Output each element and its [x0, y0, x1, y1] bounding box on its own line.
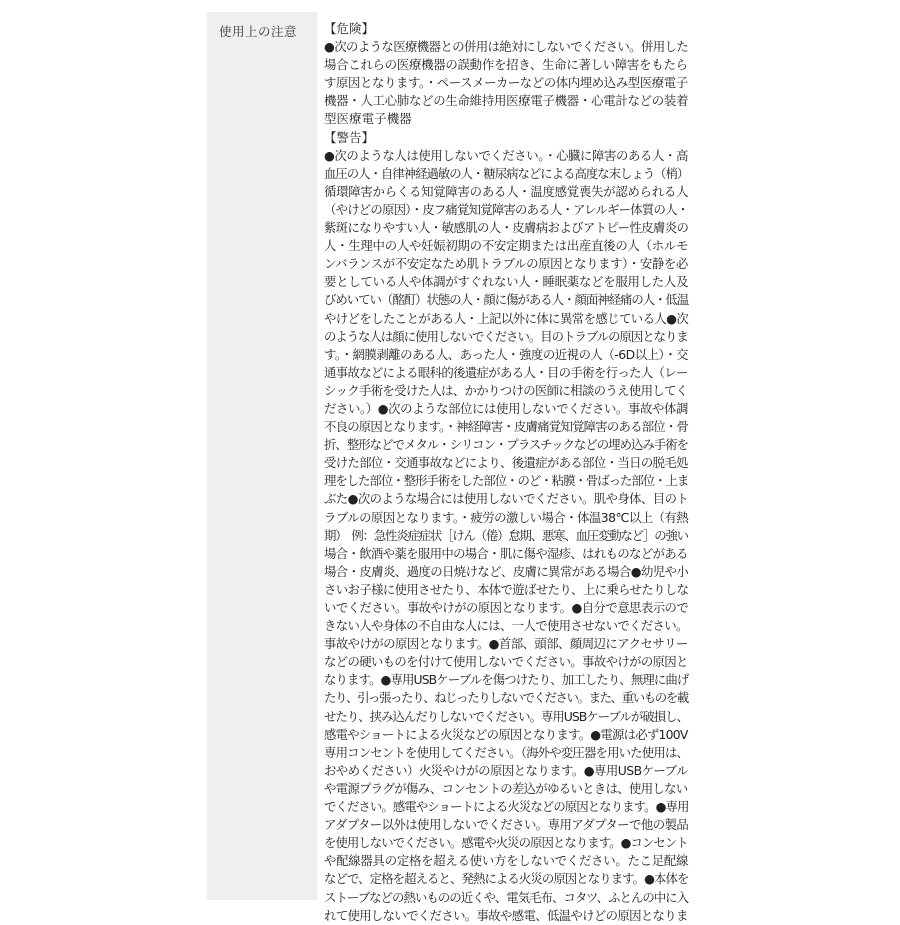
- precaution-line: などで、定格を超えると、発熱による火災の原因となります。●本体を: [324, 871, 689, 887]
- precaution-line: 【警告】: [324, 129, 375, 145]
- precaution-line: ンバランスが不安定なため肌トラブルの原因となります）・安静を必: [324, 256, 688, 272]
- precaution-line: びめいてい（酩酊）状態の人・顔に傷がある人・顔面神経痛の人・低温: [324, 292, 689, 308]
- usage-precautions-text: [324, 20, 688, 925]
- precaution-line: などの硬いものを付けて使用しないでください。事故やけがの原因と: [324, 654, 688, 670]
- precaution-line: を使用しないでください。感電や火災の原因となります。●コンセント: [324, 835, 688, 851]
- precaution-line: アダプター以外は使用しないでください。専用アダプターで他の製品: [324, 817, 689, 833]
- precaution-line: ●次のような医療機器との併用は絶対にしないでください。併用した: [324, 39, 689, 55]
- spec-label-cell: [207, 12, 317, 900]
- precaution-line: 血圧の人・自律神経過敏の人・糖尿病などによる高度な末しょう（梢）: [324, 165, 689, 181]
- spec-content-cell: [317, 12, 693, 923]
- precaution-line: 【危険】: [324, 21, 375, 36]
- precaution-line: 期） 例：急性炎症症状［けん（倦）怠期、悪寒、血圧変動など］の強い: [324, 527, 688, 543]
- precaution-line: 型医療電子機器: [324, 111, 412, 127]
- spec-label: 使用上の注意: [219, 24, 298, 39]
- precaution-line: シック手術を受けた人は、かかりつけの医師に相談のうえ使用してく: [324, 382, 688, 398]
- precaution-line: 場合これらの医療機器の誤動作を招き、生命に著しい障害をもたら: [324, 57, 688, 73]
- precaution-line: さいお子様に使用させたり、本体で遊ばせたり、上に乗らせたりしな: [324, 581, 689, 597]
- precaution-line: ●次のような人は使用しないでください。・心臓に障害のある人・高: [324, 147, 688, 163]
- precaution-line: きない人や身体の不自由な人には、一人で使用させないでください。: [324, 618, 688, 634]
- precaution-line: 受けた部位・交通事故などにより、後遺症がある部位・当日の脱毛処: [324, 455, 688, 471]
- precaution-line: 紫斑になりやすい人・敏感肌の人・皮膚病およびアトピー性皮膚炎の: [324, 220, 689, 236]
- precaution-line: 場合・飲酒や薬を服用中の場合・肌に傷や湿疹、はれものなどがある: [324, 545, 688, 561]
- precaution-line: （やけどの原因）・皮フ痛覚知覚障害のある人・アレルギー体質の人・: [324, 201, 689, 217]
- precaution-line: ストーブなどの熱いものの近くや、電気毛布、コタツ、ふとんの中に入: [324, 889, 689, 905]
- precaution-line: 理をした部位・整形手術をした部位・のど・粘膜・骨ばった部位・上ま: [324, 473, 689, 489]
- precaution-line: 循環障害からくる知覚障害のある人・温度感覚喪失が認められる人: [324, 183, 689, 199]
- precaution-line: や配線器具の定格を超える使い方をしないでください。たこ足配線: [324, 853, 689, 869]
- precaution-line: 場合・皮膚炎、過度の日焼けなど、皮膚に異常がある場合●幼児や小: [324, 563, 689, 579]
- precaution-line: たり、引っ張ったり、ねじったりしないでください。また、重いものを載: [324, 690, 688, 706]
- precaution-line: 機器・人工心肺などの生命維持用医療電子機器・心電計などの装着: [324, 93, 689, 109]
- precaution-line: なります。●専用USBケーブルを傷つけたり、加工したり、無理に曲げ: [324, 672, 689, 688]
- precaution-line: いでください。事故やけがの原因となります。●自分で意思表示ので: [324, 600, 689, 615]
- precaution-line: れて使用しないでください。事故や感電、低温やけどの原因となりま: [324, 907, 688, 923]
- precaution-line: やけどをしたことがある人・上記以外に体に異常を感じている人●次: [324, 310, 689, 326]
- precaution-line: 要としている人や体調がすぐれない人・睡眠薬などを服用した人及: [324, 274, 689, 290]
- precaution-line: せたり、挟み込んだりしないでください。専用USBケーブルが破損し、: [324, 708, 688, 724]
- precaution-line: 通事故などによる眼科的後遺症がある人・目の手術を行った人（レー: [324, 364, 688, 380]
- precaution-line: 感電やショートによる火災などの原因となります。●電源は必ず100V: [324, 726, 688, 742]
- precaution-line: や電源プラグが傷み、コンセントの差込がゆるいときは、使用しない: [324, 780, 688, 796]
- precaution-line: のような人は顔に使用しないでください。目のトラブルの原因となりま: [324, 328, 688, 344]
- precaution-line: 人・生理中の人や妊娠初期の不安定期または出産直後の人（ホルモ: [324, 238, 689, 254]
- precaution-line: ださい。）●次のような部位には使用しないでください。事故や体調: [324, 400, 688, 416]
- precaution-line: 不良の原因となります。・神経障害・皮膚痛覚知覚障害のある部位・骨: [324, 419, 689, 435]
- precaution-line: 専用コンセントを使用してください。（海外や変圧器を用いた使用は、: [324, 744, 689, 760]
- precaution-line: 事故やけがの原因となります。●首部、頭部、顔周辺にアクセサリー: [324, 636, 688, 652]
- precaution-line: 折、整形などでメタル・シリコン・プラスチックなどの埋め込み手術を: [324, 437, 689, 453]
- precaution-line: す原因となります。・ペースメーカーなどの体内埋め込み型医療電子: [324, 75, 688, 91]
- precaution-line: す。・網膜剥離のある人、あった人・強度の近視の人（-6D以上）・交: [324, 346, 689, 362]
- precaution-line: でください。感電やショートによる火災などの原因となります。●専用: [324, 799, 689, 815]
- precaution-line: おやめください）火災やけがの原因となります。●専用USBケーブル: [324, 762, 688, 778]
- precaution-line: ぶた●次のような場合には使用しないでください。肌や身体、目のト: [324, 491, 689, 507]
- precaution-line: ラブルの原因となります。・疲労の激しい場合・体温38℃以上（有熱: [324, 509, 689, 525]
